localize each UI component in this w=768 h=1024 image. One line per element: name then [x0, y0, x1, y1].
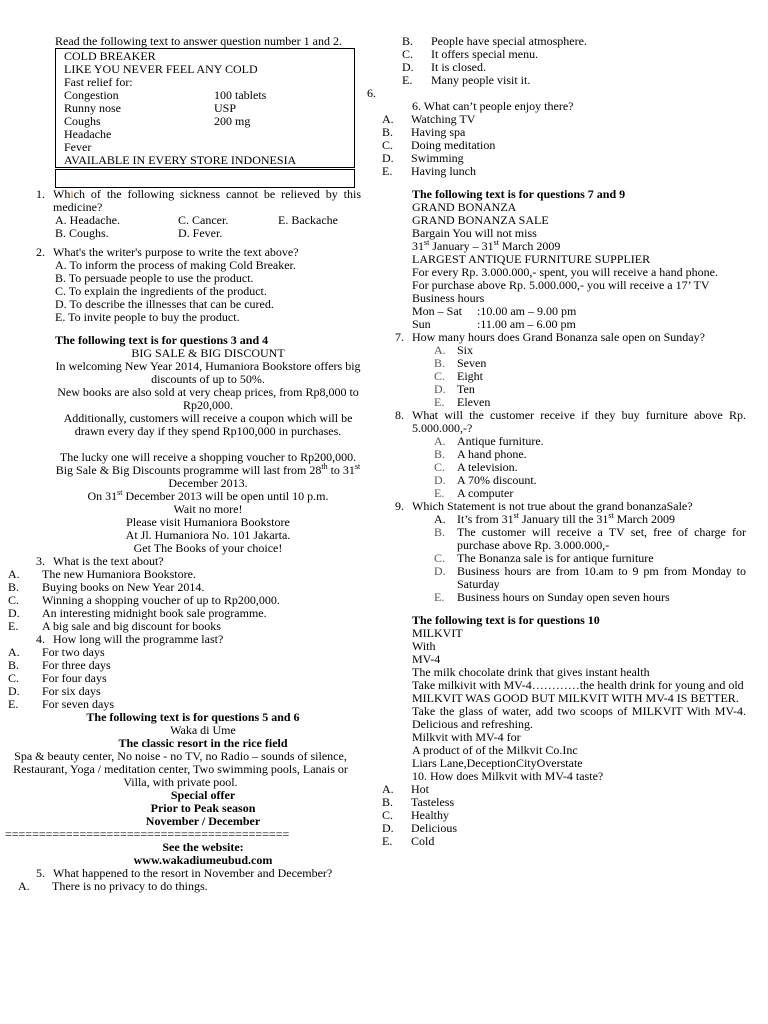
sale-title: BIG SALE & BIG DISCOUNT [131, 346, 285, 360]
sale-p1: In welcoming New Year 2014, Humaniora Bookstore offers big discounts of up to 50%. [55, 359, 361, 386]
hours-row: Sun :11.00 am – 6.00 pm [412, 317, 576, 331]
question-5: 5. What happened to the resort in November and December? [36, 866, 333, 880]
question-9: 9. Which Statement is not true about the grand bonanzaSale? [395, 499, 693, 513]
bonanza-line: LARGEST ANTIQUE FURNITURE SUPPLIER [412, 252, 651, 266]
intro-text: Read the following text to answer question number 1 and 2. [55, 34, 342, 48]
bonanza-line: For every Rp. 3.000.000,- spent, you will receive a hand phone. [412, 265, 718, 279]
ad-row: Congestion 100 tablets [64, 88, 267, 102]
question-7: 7. How many hours does Grand Bonanza sale open on Sunday? [395, 330, 705, 344]
milkvit-line: A product of of the Milkvit Co.Inc [412, 743, 578, 757]
months: November / December [145, 814, 261, 828]
milkvit-line: MV-4 [412, 652, 441, 666]
q9-option: E. Business hours on Sunday open seven hours [434, 590, 670, 604]
ad-row: Fever [64, 140, 92, 154]
q4-option: D. For six days [8, 684, 101, 698]
q6-option: D. Swimming [382, 151, 464, 165]
sale-p8: Please visit Humaniora Bookstore [126, 515, 290, 529]
q10-option: C. Healthy [382, 808, 449, 822]
q3-option: D. An interesting midnight book sale programme. [8, 606, 267, 620]
section-header-5-6: The following text is for questions 5 and 6 [86, 710, 300, 724]
q5-option: C. It offers special menu. [402, 47, 539, 61]
resort-description: Spa & beauty center, No noise - no TV, no Radio – sounds of silence, Restaurant, Yoga / meditation center, Two swimming pools, Lanais or Villa, with private pool. [13, 749, 348, 789]
business-hours: Business hours [412, 291, 485, 305]
milkvit-line: MILKVIT [412, 626, 463, 640]
ad-available: AVAILABLE IN EVERY STORE INDONESIA [64, 153, 297, 167]
milkvit-line: Liars Lane,DeceptionCityOverstate [412, 756, 583, 770]
question-10: 10. How does Milkvit with MV-4 taste? [412, 769, 604, 783]
q10-option: B. Tasteless [382, 795, 455, 809]
hours-row: Mon – Sat :10.00 am – 9.00 pm [412, 304, 577, 318]
divider-line: ========================================== [5, 828, 290, 841]
sale-p2: New books are also sold at very cheap prices, from Rp8,000 to Rp20,000. [57, 385, 359, 412]
q6-option: A. Watching TV [382, 112, 476, 126]
sale-p4: The lucky one will receive a shopping voucher to Rp200,000. [59, 450, 357, 464]
q5-option: B. People have special atmosphere. [402, 34, 587, 48]
question-2: 2. What's the writer's purpose to write the text above? [36, 245, 299, 259]
q2-option: D. To describe the illnesses that can be cured. [55, 297, 274, 311]
ad-slogan: LIKE YOU NEVER FEEL ANY COLD [64, 62, 258, 76]
section-header-3-4: The following text is for questions 3 and 4 [55, 333, 269, 347]
website-url: www.wakadiumeubud.com [133, 853, 273, 867]
q7-option: A. Six [434, 343, 474, 357]
ad-row: Coughs 200 mg [64, 114, 251, 128]
question-4: 4. How long will the programme last? [36, 632, 224, 646]
milkvit-line: MILKVIT WAS GOOD BUT MILKVIT WITH MV-4 IS BETTER. [412, 691, 739, 705]
q8-option: A. Antique furniture. [434, 434, 544, 448]
q4-option: C. For four days [8, 671, 107, 685]
q9-option: A. It’s from 31st January till the 31st March 2009 [434, 511, 676, 526]
cold-breaker-ad [55, 48, 355, 168]
q3-option: B. Buying books on New Year 2014. [8, 580, 205, 594]
sale-p9: At Jl. Humaniora No. 101 Jakarta. [125, 528, 291, 542]
q1-options-row2: B. Coughs. D. Fever. [55, 226, 223, 240]
resort-tagline: The classic resort in the rice field [118, 736, 288, 750]
q7-option: C. Eight [434, 369, 483, 383]
q8-option: C. A television. [434, 460, 518, 474]
bonanza-line: Bargain You will not miss [412, 226, 537, 240]
q3-option: E. A big sale and big discount for books [8, 619, 221, 633]
question-6: 6. What can’t people enjoy there? [412, 99, 574, 113]
right-column [367, 34, 746, 848]
q4-option: A. For two days [8, 645, 105, 659]
section-header-7-9: The following text is for questions 7 and 9 [412, 187, 626, 201]
q1-options-row1: A. Headache. C. Cancer. E. Backache [55, 213, 338, 227]
q8-option: E. A computer [434, 486, 514, 500]
sale-p6: On 31st December 2013 will be open until 10 p.m. [87, 488, 329, 503]
q3-option: A. The new Humaniora Bookstore. [8, 567, 196, 581]
see-website: See the website: [162, 840, 244, 854]
question-8: 8. What will the customer receive if they buy furniture above Rp. 5.000.000,-? [395, 408, 746, 435]
question-3: 3. What is the text about? [36, 554, 164, 568]
milkvit-line: With [412, 639, 436, 653]
q2-option: A. To inform the process of making Cold Breaker. [55, 258, 296, 272]
left-column [5, 34, 361, 893]
bonanza-line: GRAND BONANZA [412, 200, 517, 214]
q4-option: B. For three days [8, 658, 111, 672]
q8-option: D. A 70% discount. [434, 473, 537, 487]
q6-option: C. Doing meditation [382, 138, 496, 152]
q8-option: B. A hand phone. [434, 447, 527, 461]
prior-season: Prior to Peak season [150, 801, 256, 815]
milkvit-line: Take milkivit with MV-4…………the health drink for young and old [412, 678, 744, 692]
q10-option: D. Delicious [382, 821, 457, 835]
q2-option: E. To invite people to buy the product. [55, 310, 240, 324]
ad-relief: Fast relief for: [64, 75, 133, 89]
ad-title: COLD BREAKER [64, 49, 156, 63]
bonanza-line: For purchase above Rp. 5.000.000,- you will receive a 17’ TV [412, 278, 710, 292]
q5-option: E. Many people visit it. [402, 73, 531, 87]
q7-option: B. Seven [434, 356, 487, 370]
ad-row: Runny nose USP [64, 101, 237, 115]
bonanza-line: GRAND BONANZA SALE [412, 213, 549, 227]
milkvit-line: Take the glass of water, add two scoops of MILKVIT With MV-4. Delicious and refreshing. [412, 704, 746, 731]
q10-option: E. Cold [382, 834, 435, 848]
sale-p7: Wait no more! [173, 502, 243, 516]
resort-name: Waka di Ume [170, 723, 236, 737]
q5-option: A. There is no privacy to do things. [18, 879, 208, 893]
q4-option: E. For seven days [8, 697, 114, 711]
sale-p3: Additionally, customers will receive a coupon which will be drawn every day if they spend Rp100,000 in purchases. [63, 411, 353, 438]
text-cursor: i [70, 187, 74, 201]
sale-p10: Get The Books of your choice! [133, 541, 283, 555]
bonanza-dates: 31st January – 31st March 2009 [412, 238, 561, 253]
q9-option: B. The customer will receive a TV set, free of charge for purchase above Rp. 3.000.000,- [434, 525, 746, 552]
q2-option: C. To explain the ingredients of the product. [55, 284, 267, 298]
q9-option: C. The Bonanza sale is for antique furniture [434, 551, 654, 565]
q2-option: B. To persuade people to use the product. [55, 271, 254, 285]
q9-option: D. Business hours are from 10.am to 9 pm from Monday to Saturday [434, 564, 746, 591]
section-header-10: The following text is for questions 10 [412, 613, 600, 627]
special-offer: Special offer [170, 788, 236, 802]
milkvit-line: The milk chocolate drink that gives instant health [412, 665, 650, 679]
question-1: 1. Which of the following sickness cannot be relieved by this medicine? [36, 187, 361, 214]
q7-option: D. Ten [434, 382, 475, 396]
ad-empty-bar [55, 169, 355, 188]
sale-p5: Big Sale & Big Discounts programme will last from 28th to 31st December 2013. [55, 462, 361, 490]
ad-row: Headache [64, 127, 112, 141]
q3-option: C. Winning a shopping voucher of up to Rp200,000. [8, 593, 280, 607]
q6-option: B. Having spa [382, 125, 466, 139]
q6-option: E. Having lunch [382, 164, 476, 178]
milkvit-line: Milkvit with MV-4 for [412, 730, 521, 744]
q7-option: E. Eleven [434, 395, 491, 409]
q6-number: 6. [367, 86, 376, 100]
q5-option: D. It is closed. [402, 60, 486, 74]
q10-option: A. Hot [382, 782, 429, 796]
